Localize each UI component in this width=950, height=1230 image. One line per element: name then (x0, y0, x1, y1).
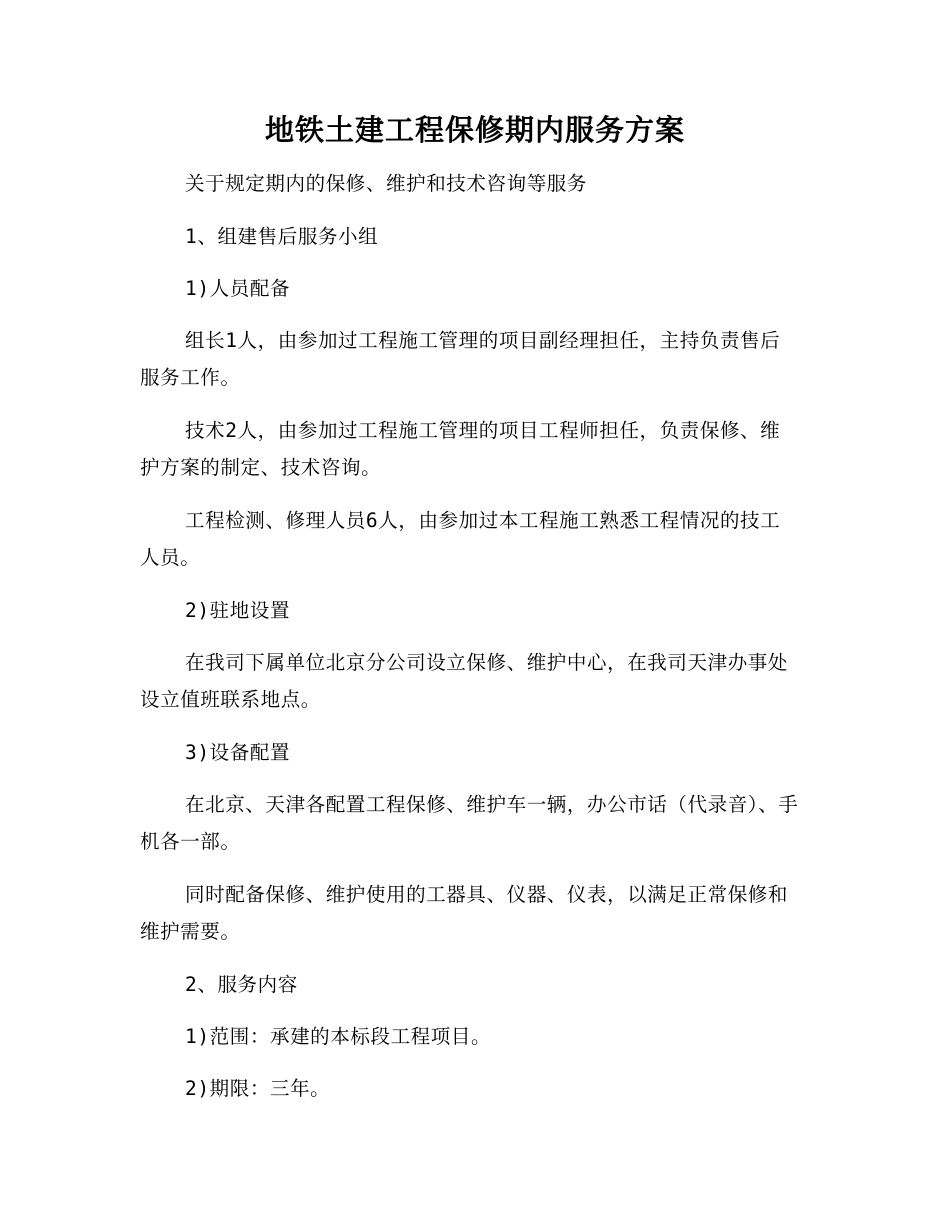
section-heading-2: 2、服务内容 (185, 973, 298, 996)
paragraph-vehicles-phones: 在北京、天津各配置工程保修、维护车一辆，办公市话（代录音）、手机各一部。 (140, 793, 799, 853)
paragraph-team-leader: 组长1人，由参加过工程施工管理的项目副经理担任，主持负责售后服务工作。 (140, 329, 781, 389)
subsection-heading-staffing: 1)人员配备 (185, 277, 291, 300)
section-heading-1: 1、组建售后服务小组 (185, 225, 379, 248)
subsection-heading-equipment: 3)设备配置 (185, 741, 291, 764)
paragraph-repair-staff: 工程检测、修理人员6人，由参加过本工程施工熟悉工程情况的技工人员。 (140, 509, 781, 569)
paragraph-technical-staff: 技术2人，由参加过工程施工管理的项目工程师担任，负责保修、维护方案的制定、技术咨询。 (140, 419, 781, 479)
paragraph-tools-instruments: 同时配备保修、维护使用的工器具、仪器、仪表，以满足正常保修和维护需要。 (140, 883, 789, 943)
subsection-heading-station: 2)驻地设置 (185, 599, 291, 622)
document-title: 地铁土建工程保修期内服务方案 (264, 113, 685, 147)
paragraph-period: 2)期限：三年。 (185, 1077, 331, 1100)
paragraph-scope: 1)范围：承建的本标段工程项目。 (185, 1025, 492, 1048)
paragraph-station-setup: 在我司下属单位北京分公司设立保修、维护中心，在我司天津办事处设立值班联系地点。 (140, 651, 789, 711)
intro-paragraph: 关于规定期内的保修、维护和技术咨询等服务 (185, 172, 588, 195)
